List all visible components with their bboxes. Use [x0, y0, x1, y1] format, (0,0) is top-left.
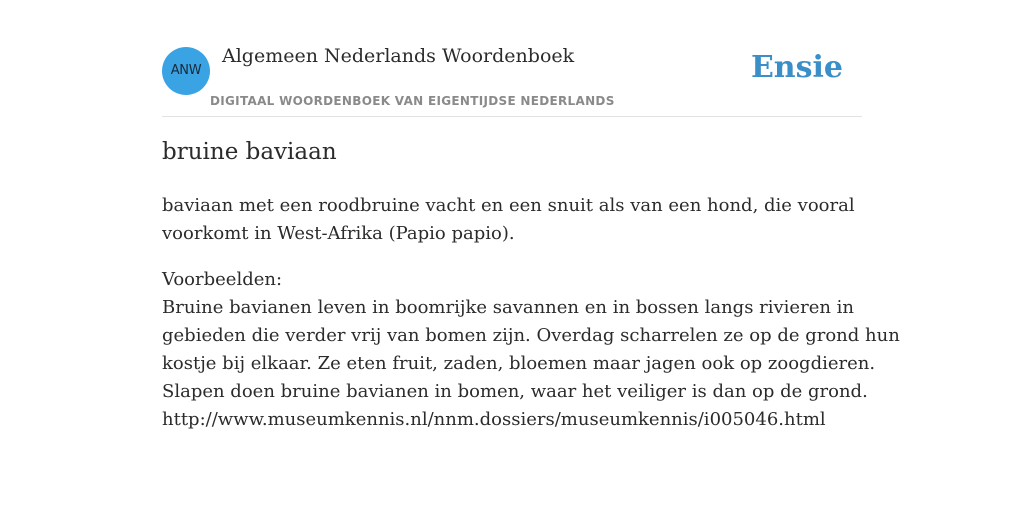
- example-line: Slapen doen bruine bavianen in bomen, waar het veiliger is dan op de grond.: [162, 381, 868, 402]
- example-line: Bruine bavianen leven in boomrijke savannen en in bossen langs rivieren in: [162, 297, 855, 318]
- source-url: http://www.museumkennis.nl/nnm.dossiers/museumkennis/i005046.html: [162, 409, 826, 430]
- entry-definition: [162, 192, 862, 248]
- anw-logo[interactable]: ANW: [162, 47, 210, 95]
- entry-examples: [162, 266, 900, 434]
- definition-line: baviaan met een roodbruine vacht en een snuit als van een hond, die vooral: [162, 195, 855, 216]
- examples-label: Voorbeelden:: [162, 269, 283, 290]
- ensie-brand-logo[interactable]: Ensie: [750, 50, 843, 85]
- site-header: [162, 0, 862, 117]
- definition-line: voorkomt in West-Afrika (Papio papio).: [162, 223, 515, 244]
- example-line: kostje bij elkaar. Ze eten fruit, zaden, bloemen maar jagen ook op zoogdieren.: [162, 353, 876, 374]
- entry-headword: bruine baviaan: [162, 139, 337, 165]
- example-line: gebieden die verder vrij van bomen zijn. Overdag scharrelen ze op de grond hun: [162, 325, 900, 346]
- site-tagline: DIGITAAL WOORDENBOEK VAN EIGENTIJDSE NEDERLANDS: [210, 94, 615, 108]
- site-title[interactable]: Algemeen Nederlands Woordenboek: [222, 45, 575, 67]
